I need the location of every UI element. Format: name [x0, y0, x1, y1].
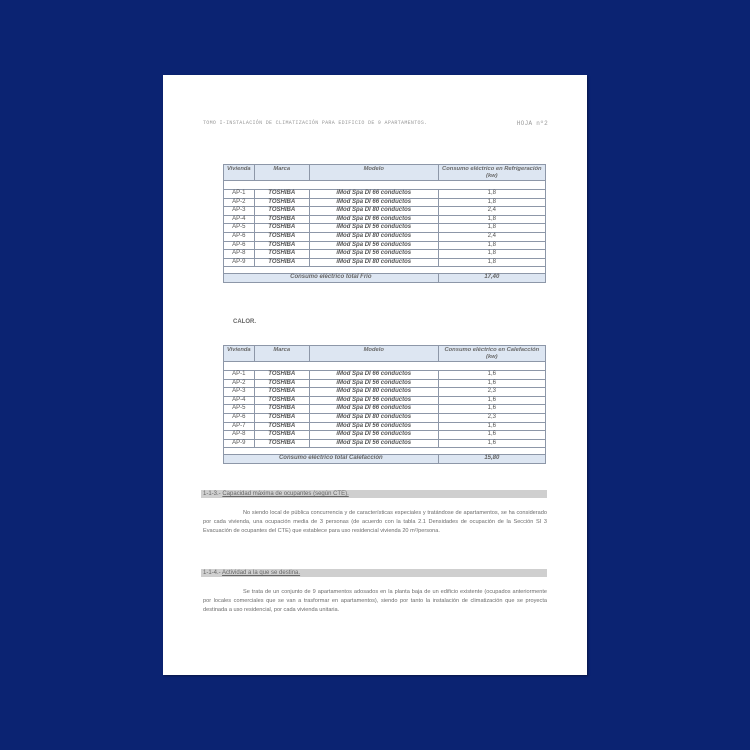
- table-row: [224, 232, 546, 241]
- cell-modelo: iMod Spa DI 56 conductos: [309, 379, 438, 388]
- table-row: [224, 405, 546, 414]
- cell-vivienda: AP-6: [224, 241, 255, 250]
- cell-modelo: iMod Spa DI 66 conductos: [309, 405, 438, 414]
- calor-heading: CALOR.: [233, 319, 256, 325]
- section-paragraph-1-1-4: Se trata de un conjunto de 9 apartamentos adosados en la planta baja de un edificio existente (ocupados anteriormente por locales comerciales que se van a trasformar en apartamentos), siendo por tanto la instalación de climatización que se proyecta destinada a uso residencial, por cada vivienda unitaria.: [203, 589, 547, 613]
- table-row: [224, 439, 546, 448]
- cell-consumo: 2,3: [438, 413, 545, 422]
- cell-consumo: 1,6: [438, 371, 545, 380]
- cell-consumo: 1,8: [438, 241, 545, 250]
- header-modelo: Modelo: [309, 165, 438, 181]
- cell-consumo: 2,4: [438, 232, 545, 241]
- cell-marca: TOSHIBA: [254, 431, 309, 440]
- cell-modelo: iMod Spa DI 80 conductos: [309, 258, 438, 267]
- cell-vivienda: AP-4: [224, 396, 255, 405]
- cell-modelo: iMod Spa DI 56 conductos: [309, 224, 438, 233]
- table-row: [224, 431, 546, 440]
- cell-vivienda: AP-6: [224, 413, 255, 422]
- spacer-row: [224, 267, 546, 274]
- section-title: Capacidad máxima de ocupantes (según CTE).: [222, 491, 349, 497]
- total-value: 15,80: [438, 455, 545, 464]
- cell-modelo: iMod Spa DI 56 conductos: [309, 250, 438, 259]
- cell-modelo: iMod Spa DI 66 conductos: [309, 198, 438, 207]
- cell-marca: TOSHIBA: [254, 405, 309, 414]
- cell-vivienda: AP-1: [224, 190, 255, 199]
- cell-consumo: 1,6: [438, 396, 545, 405]
- page-header: [203, 120, 548, 127]
- cell-consumo: 1,8: [438, 215, 545, 224]
- cell-consumo: 2,4: [438, 207, 545, 216]
- cell-vivienda: AP-2: [224, 198, 255, 207]
- table-row: [224, 422, 546, 431]
- table-row: [224, 379, 546, 388]
- cell-vivienda: AP-9: [224, 258, 255, 267]
- cell-consumo: 1,6: [438, 431, 545, 440]
- cell-consumo: 2,3: [438, 388, 545, 397]
- header-modelo: Modelo: [309, 346, 438, 362]
- section-number: 1-1-3.-: [203, 491, 223, 497]
- cell-marca: TOSHIBA: [254, 250, 309, 259]
- cell-vivienda: AP-7: [224, 422, 255, 431]
- table-row: [224, 250, 546, 259]
- section-paragraph-1-1-3: No siendo local de pública concurrencia y de características especiales y tratándose de apartamentos, se ha considerado por cada vivienda, una ocupación media de 3 personas (de acuerdo con la tabla 2.1 Densidades de ocupación de la Sección SI 3 Evacuación de ocupantes del CTE) que establece para uso residencial vivienda 20 m²/persona.: [203, 510, 547, 534]
- cell-consumo: 1,8: [438, 190, 545, 199]
- heating-consumption-table: [223, 345, 546, 464]
- cell-vivienda: AP-6: [224, 232, 255, 241]
- table-row: [224, 198, 546, 207]
- table-row: [224, 190, 546, 199]
- cell-vivienda: AP-8: [224, 431, 255, 440]
- cell-consumo: 1,8: [438, 198, 545, 207]
- cell-consumo: 1,6: [438, 439, 545, 448]
- table-row: [224, 388, 546, 397]
- section-number: 1-1-4.-: [203, 570, 223, 576]
- table-row: [224, 258, 546, 267]
- table-row: [224, 413, 546, 422]
- table-row: [224, 396, 546, 405]
- spacer-row: [224, 181, 546, 190]
- cell-marca: TOSHIBA: [254, 258, 309, 267]
- cell-modelo: iMod Spa DI 66 conductos: [309, 190, 438, 199]
- cell-marca: TOSHIBA: [254, 422, 309, 431]
- total-row: [224, 274, 546, 283]
- cell-modelo: iMod Spa DI 56 conductos: [309, 439, 438, 448]
- spacer-row: [224, 362, 546, 371]
- cell-vivienda: AP-5: [224, 405, 255, 414]
- cell-vivienda: AP-4: [224, 215, 255, 224]
- cell-modelo: iMod Spa DI 80 conductos: [309, 413, 438, 422]
- cell-marca: TOSHIBA: [254, 224, 309, 233]
- cell-modelo: iMod Spa DI 66 conductos: [309, 371, 438, 380]
- cell-marca: TOSHIBA: [254, 241, 309, 250]
- spacer-row: [224, 448, 546, 455]
- header-marca: Marca: [254, 165, 309, 181]
- cell-vivienda: AP-1: [224, 371, 255, 380]
- section-heading-1-1-3: [201, 490, 547, 498]
- document-page: [163, 75, 587, 675]
- section-title: Actividad a la que se destina.: [222, 570, 301, 576]
- cell-marca: TOSHIBA: [254, 198, 309, 207]
- cell-marca: TOSHIBA: [254, 439, 309, 448]
- cell-vivienda: AP-5: [224, 224, 255, 233]
- cell-modelo: iMod Spa DI 80 conductos: [309, 232, 438, 241]
- table-header-row: [224, 346, 546, 362]
- cell-marca: TOSHIBA: [254, 207, 309, 216]
- cell-vivienda: AP-3: [224, 207, 255, 216]
- header-vivienda: Vivienda: [224, 346, 255, 362]
- cell-consumo: 1,8: [438, 258, 545, 267]
- header-consumo: Consumo eléctrico en Refrigeración (kw): [438, 165, 545, 181]
- header-marca: Marca: [254, 346, 309, 362]
- total-label: Consumo eléctrico total Calefacción: [224, 455, 439, 464]
- cell-consumo: 1,6: [438, 405, 545, 414]
- cooling-consumption-table: [223, 164, 546, 283]
- cell-modelo: iMod Spa DI 80 conductos: [309, 207, 438, 216]
- cell-marca: TOSHIBA: [254, 413, 309, 422]
- cell-vivienda: AP-9: [224, 439, 255, 448]
- table-row: [224, 241, 546, 250]
- table-row: [224, 371, 546, 380]
- cell-marca: TOSHIBA: [254, 371, 309, 380]
- cell-modelo: iMod Spa DI 66 conductos: [309, 215, 438, 224]
- cell-consumo: 1,6: [438, 422, 545, 431]
- cell-modelo: iMod Spa DI 56 conductos: [309, 396, 438, 405]
- table-row: [224, 207, 546, 216]
- cell-modelo: iMod Spa DI 56 conductos: [309, 241, 438, 250]
- table-header-row: [224, 165, 546, 181]
- header-consumo: Consumo eléctrico en Calefacción (kw): [438, 346, 545, 362]
- page-number: HOJA nº2: [516, 120, 548, 127]
- cell-consumo: 1,8: [438, 224, 545, 233]
- cell-marca: TOSHIBA: [254, 379, 309, 388]
- total-label: Consumo eléctrico total Frío: [224, 274, 439, 283]
- cell-marca: TOSHIBA: [254, 190, 309, 199]
- header-title: TOMO I-INSTALACIÓN DE CLIMATIZACIÓN PARA EDIFICIO DE 9 APARTAMENTOS.: [203, 120, 428, 126]
- cell-marca: TOSHIBA: [254, 396, 309, 405]
- cell-modelo: iMod Spa DI 56 conductos: [309, 422, 438, 431]
- cell-consumo: 1,6: [438, 379, 545, 388]
- table-row: [224, 215, 546, 224]
- section-heading-1-1-4: [201, 569, 547, 577]
- table-row: [224, 224, 546, 233]
- cell-modelo: iMod Spa DI 80 conductos: [309, 388, 438, 397]
- cell-vivienda: AP-3: [224, 388, 255, 397]
- cell-marca: TOSHIBA: [254, 232, 309, 241]
- cell-vivienda: AP-2: [224, 379, 255, 388]
- cell-marca: TOSHIBA: [254, 215, 309, 224]
- cell-vivienda: AP-8: [224, 250, 255, 259]
- header-vivienda: Vivienda: [224, 165, 255, 181]
- cell-modelo: iMod Spa DI 56 conductos: [309, 431, 438, 440]
- cell-consumo: 1,8: [438, 250, 545, 259]
- total-value: 17,40: [438, 274, 545, 283]
- cell-marca: TOSHIBA: [254, 388, 309, 397]
- total-row: [224, 455, 546, 464]
